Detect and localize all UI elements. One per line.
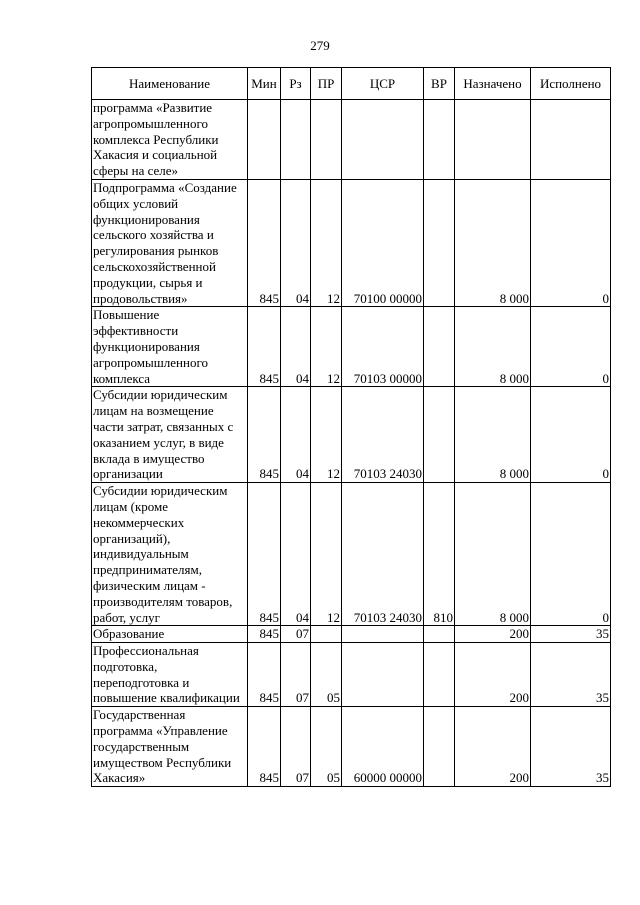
cell-min: 845 — [248, 626, 281, 643]
table-row — [92, 643, 611, 707]
cell-min — [248, 100, 281, 180]
cell-min: 845 — [248, 643, 281, 707]
cell-pr: 05 — [311, 643, 342, 707]
header-csr: ЦСР — [342, 68, 424, 100]
header-executed: Исполнено — [531, 68, 611, 100]
cell-csr: 70103 24030 — [342, 387, 424, 483]
cell-executed: 35 — [531, 707, 611, 787]
cell-vr — [424, 626, 455, 643]
cell-name: Образование — [92, 626, 248, 643]
header-rz: Рз — [281, 68, 311, 100]
table-header-row — [92, 68, 611, 100]
cell-executed: 0 — [531, 179, 611, 306]
cell-pr: 05 — [311, 707, 342, 787]
cell-vr — [424, 643, 455, 707]
cell-csr: 70103 24030 — [342, 483, 424, 626]
cell-name: Субсидии юридическим лицам на возмещение части затрат, связанных с оказанием услуг, в виде вклада в имущество организации — [92, 387, 248, 483]
cell-min: 845 — [248, 307, 281, 387]
cell-executed — [531, 100, 611, 180]
cell-rz: 07 — [281, 643, 311, 707]
table-row — [92, 307, 611, 387]
cell-executed: 0 — [531, 307, 611, 387]
cell-rz: 07 — [281, 707, 311, 787]
cell-executed: 35 — [531, 626, 611, 643]
header-name: Наименование — [92, 68, 248, 100]
table-row — [92, 483, 611, 626]
cell-executed: 35 — [531, 643, 611, 707]
cell-assigned: 8 000 — [455, 179, 531, 306]
cell-name: Подпрограмма «Создание общих условий функционирования сельского хозяйства и регулирования рынков сельскохозяйственной продукции, сырья и продовольствия» — [92, 179, 248, 306]
cell-rz — [281, 100, 311, 180]
cell-vr — [424, 100, 455, 180]
cell-assigned: 200 — [455, 707, 531, 787]
header-pr: ПР — [311, 68, 342, 100]
cell-assigned: 200 — [455, 626, 531, 643]
cell-name: Профессиональная подготовка, переподготовка и повышение квалификации — [92, 643, 248, 707]
cell-name: Субсидии юридическим лицам (кроме некоммерческих организаций), индивидуальным предпринимателям, физическим лицам - производителям товаров, работ, услуг — [92, 483, 248, 626]
cell-assigned: 200 — [455, 643, 531, 707]
cell-rz: 07 — [281, 626, 311, 643]
cell-assigned: 8 000 — [455, 387, 531, 483]
cell-min: 845 — [248, 707, 281, 787]
cell-assigned: 8 000 — [455, 307, 531, 387]
cell-vr — [424, 179, 455, 306]
cell-executed: 0 — [531, 387, 611, 483]
cell-vr — [424, 387, 455, 483]
header-vr: ВР — [424, 68, 455, 100]
cell-rz: 04 — [281, 483, 311, 626]
cell-name: Повышение эффективности функционирования агропромышленного комплекса — [92, 307, 248, 387]
table-row — [92, 100, 611, 180]
cell-assigned — [455, 100, 531, 180]
cell-pr: 12 — [311, 387, 342, 483]
cell-rz: 04 — [281, 307, 311, 387]
cell-csr — [342, 100, 424, 180]
cell-rz: 04 — [281, 387, 311, 483]
cell-name: Государственная программа «Управление государственным имуществом Республики Хакасия» — [92, 707, 248, 787]
cell-csr: 70100 00000 — [342, 179, 424, 306]
table-row — [92, 387, 611, 483]
cell-pr — [311, 100, 342, 180]
table-row — [92, 707, 611, 787]
cell-vr — [424, 707, 455, 787]
table-row — [92, 179, 611, 306]
cell-pr: 12 — [311, 307, 342, 387]
table-row — [92, 626, 611, 643]
cell-pr: 12 — [311, 483, 342, 626]
cell-pr: 12 — [311, 179, 342, 306]
page-number: 279 — [310, 38, 330, 53]
header-assigned: Назначено — [455, 68, 531, 100]
cell-pr — [311, 626, 342, 643]
cell-vr — [424, 307, 455, 387]
budget-table — [91, 67, 611, 787]
cell-min: 845 — [248, 483, 281, 626]
cell-min: 845 — [248, 179, 281, 306]
cell-vr: 810 — [424, 483, 455, 626]
header-min: Мин — [248, 68, 281, 100]
cell-name: программа «Развитие агропромышленного комплекса Республики Хакасия и социальной сферы на селе» — [92, 100, 248, 180]
cell-csr: 60000 00000 — [342, 707, 424, 787]
cell-min: 845 — [248, 387, 281, 483]
cell-csr — [342, 643, 424, 707]
cell-assigned: 8 000 — [455, 483, 531, 626]
cell-rz: 04 — [281, 179, 311, 306]
cell-csr — [342, 626, 424, 643]
cell-csr: 70103 00000 — [342, 307, 424, 387]
cell-executed: 0 — [531, 483, 611, 626]
